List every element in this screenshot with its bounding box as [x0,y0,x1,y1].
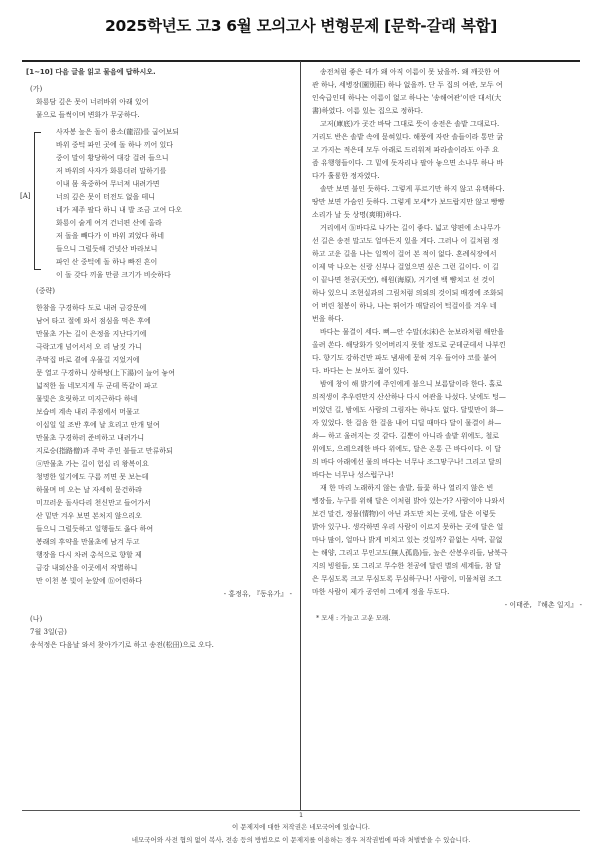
left-column [20,66,296,652]
essay-line: 위에도, 으레으레한 바다 위에도, 달은 온통 근 바다이다. 이 달 [312,445,501,453]
essay-line: 하고 고운 길을 나는 일찍이 걸어 본 적이 없다. 혼례식장에서 [312,250,497,258]
poem-line: 이내 몸 육중하여 무너져 내려가면 [56,180,160,188]
essay-line: 의 바다 아래에선 물의 바다는 너무나 조그맣구나! 그리고 달의 [312,458,502,466]
essay-paragraph [312,482,586,599]
poem-line: 저 바위의 사자가 화룡더러 말하기를 [56,167,167,175]
poem-line: 뭍으로 들썩이며 변화가 무궁하다. [36,111,140,119]
essay-line: 어 버린 철봉이 하나, 나는 뛰어가 매달리어 턱걸이를 겨우 네 [312,302,497,310]
essay-line: 비었던 길, 밤에도 사람의 그림자는 하나도 없다. 달빛만이 화— [312,406,504,414]
essay-line: 재 한 마리 노래하지 않는 솔밭, 들꽃 하나 열리지 않은 빈 [320,484,494,492]
poem-line: 화룡담 깊은 못이 너러바위 아래 있어 [36,98,149,106]
column-divider [300,61,301,810]
attribution-ga: - 홍정유, 『동유가』 - [223,590,292,598]
essay-line: 고저(庫底)가 곳간 바닥 그대로 뜻이 송전은 솔밭 그대로다. [320,120,500,128]
page-number: 1 [299,812,303,819]
essay-line: 밤에 창이 해 밝기에 주인에게 불으니 보름달이라 한다. 홀로 [320,380,503,388]
essay-line: 는 해양, 그리고 무인고도(無人孤島)들, 높은 산봉우리들, 남북극 [312,549,508,557]
footnote: * 모새 : 가늘고 고운 모래. [316,614,391,622]
poem-line: 들으니 그럴듯하고 일행들도 옳다 하여 [36,525,154,533]
poem-line: 지로승(指路僧)과 주막 주인 불들고 만류하되 [36,447,173,455]
bracket-A-mark [34,132,41,270]
essay-line: 올려 쏜다. 해당화가 잊어버리지 못할 정도로 군데군데서 나부낀 [312,341,506,349]
essay-line: 마한 사람이 제가 공연히 그에게 정을 두도다. [312,588,450,596]
poem-line: 너의 깊은 못이 터전도 없을 테니 [56,193,156,201]
poem-line: 파인 산 중턱에 돌 하나 빠진 흔이 [56,258,158,266]
poem-line: 극락고개 넘어서서 오 리 남짓 가니 [36,343,142,351]
essay-line: 땅만 보면 가슴인 듯하다. 그렇게 모새*가 보드랍지만 않고 빵빵 [312,198,505,206]
essay-line: 의적생이 추우련만지 산산하나 다시 여관을 나섰다. 낮에도 텅— [312,393,506,401]
essay-line: 바다는 너무나 성스럽구나! [312,471,394,479]
essay-line: 마나 많이, 얼마나 밝게 비치고 있는 것일까? 끝없는 사막, 끝없 [312,536,503,544]
poem-line: 중이 말이 황당하여 대강 걸려 들으니 [56,154,169,162]
poem-line: 미끄러운 돌사다리 천신만고 들어가서 [36,499,151,507]
essay-paragraph [312,183,586,222]
copyright-notice: 이 문제지에 대한 저작권은 네모국어에 있습니다. [232,823,370,831]
essay-line: 다. 바다는 는 보아도 젊어 있다. [312,367,409,375]
essay-line: 벵장들, 누구를 위해 달은 이처럼 밝아 있는가? 사람이야 나와서 [312,497,505,505]
poem-line: 청명한 일기에도 구름 끼면 못 보는데 [36,473,149,481]
poem-line: 들으니 그럴듯해 건넛산 바라보니 [56,245,158,253]
essay-paragraph [312,66,586,118]
diary-line: 송석정은 다음날 와서 찾아가기로 하고 송전(松田)으로 오다. [30,641,214,649]
right-column [312,66,586,625]
passage-na-label: (나) [30,615,43,623]
poem-line: 네가 제주 팔다 하니 내 발 조금 고여 다오 [56,206,182,214]
essay-line: 보건 말건, 정물(情物)이 아닌 과도만 치는 곳에, 달은 이렇듯 [312,510,496,518]
essay-line: 이 끝나면 천공(天空), 해원(海原), 거기엔 백 뺨치고 선 것이 [312,276,495,284]
essay-line: 은 무심도록 크고 무심도록 무심하구나! 사람이, 미물처럼 조그 [312,575,502,583]
poem-line: 남여 타고 절에 와서 점심을 먹은 후에 [36,317,151,325]
poem-line: ⓐ만물초 가는 길이 험십 리 왕복이요 [36,460,149,468]
essay-line: 인숙급인데 하나는 이름이 없고 하나는 '송해여관'이란 대서(大 [312,94,502,102]
essay-paragraph [312,222,586,326]
poem-line: 산 밑만 겨우 보면 본처지 않으리오 [36,512,142,520]
attribution-na: - 이태준, 『해촌 일지』 - [504,601,582,609]
essay-line: 솔만 보면 불인 듯하다. 그렇게 푸르기만 하지 않고 유택하다. [320,185,505,193]
poem-line: 만 이천 봉 빛이 눈앞에 ⓑ어련하다 [36,577,143,585]
poem-line: 보습비 계속 내리 주점에서 머물고 [36,408,140,416]
essay-line: 관 하나, 세병장(園別莊) 하나 없을까. 단 두 집의 여관, 모두 여 [312,81,503,89]
omission-mark: (중략) [36,287,55,295]
essay-paragraph [312,118,586,183]
copyright-warning: 네모국어와 사전 협의 없이 복사, 전송 등의 방법으로 이 문제지를 이용하는 경우 저작권법에 따라 처벌받을 수 있습니다. [131,836,471,844]
poem-line: 저 돌을 빼다가 이 바위 괴었다 하네 [56,232,165,240]
essay-line: 송전처럼 좋은 데가 왜 아직 이름이 못 났을까. 왜 깨끗한 여 [320,68,501,76]
essay-line: 고 가지는 적은데 모두 아래로 드리워져 파라솔이라도 아주 요 [312,146,499,154]
essay-line: 밝아 있구나. 생각하면 우리 사람이 이르지 못하는 곳에 달은 얼 [312,523,504,531]
poem-intro [26,96,296,122]
poem-line: 한참을 구경하다 도로 내려 금강문에 [36,304,147,312]
poem-line: 바위 중턱 파인 곳에 돌 하나 끼어 있다 [56,141,174,149]
poem-line: 하물며 비 오는 날 자세히 묻건하랴 [36,486,142,494]
essay-line: 이제 막 나오는 신랑 신부나 걸었으면 싶은 그런 길이다. 이 길 [312,263,499,271]
poem-line: 만물초 가는 길이 은정을 지난다기에 [36,330,147,338]
essay-line: 자 있었다. 한 걸음 한 걸음 내어 디딜 때마다 달이 물결이 솨— [312,419,502,427]
essay-line: 지의 빙원들, 또 그리고 무수한 천공에 달린 별의 세계들, 참 달 [312,562,501,570]
bracket-A-label: [A] [20,192,31,200]
passage-ga-label: (가) [30,85,43,93]
essay-line: 하나 있으니 조현실과의 그림처럼 의외의 것이되 배경에 조화되 [312,289,504,297]
poem-line: 넓적한 돌 네모지게 두 군데 똑같이 파고 [36,382,158,390]
essay-line: 바다는 물결이 세다. 뻐—안 수말(水沫)은 눈보라처럼 해안을 [320,328,505,336]
poem-line: 화룡이 숱게 여겨 건너편 산에 올라 [56,219,162,227]
question-instruction: [1~10] 다음 글을 읽고 물음에 답하시오. [26,68,156,76]
essay-paragraph [312,326,586,378]
essay-paragraph [312,378,586,482]
essay-line: 거리도 반은 솔밭 속에 묻혀있다. 해풍에 자란 솔들이라 통만 굵 [312,133,504,141]
essay-line: 즘 유행형들이다. 그 밑에 돗자리나 팔아 놓으면 소나무 하나 바 [312,159,504,167]
poem-line: 문 열고 구경하니 상하탕(上下湯)이 늘어 놓여 [36,369,176,377]
essay-line: 소리가 날 듯 상명(爽明)하다. [312,211,402,219]
poem-line: 이 돌 갖다 끼울 만큼 크기가 비슷하다 [56,271,171,279]
page-title: 2025학년도 고3 6월 모의고사 변형문제 [문학-갈래 복합] [105,17,497,35]
essay-line: 거리에서 ⓑ바다로 나가는 길이 좋다. 넓고 양편에 소나무가 [320,224,501,232]
title-divider [22,60,580,62]
essay-line: 선 길은 송전 말고도 얼마든지 있을 게다. 그러나 이 길처럼 정 [312,237,499,245]
essay-line: 다. 향기도 강하건만 파도 냄새에 묻혀 겨우 들어야 코를 붙여 [312,354,497,362]
poem-line: 물빛은 흐릿하고 미지근하다 하네 [36,395,138,403]
poem-bracket-A [20,126,296,282]
poem-line: 사자봉 높은 돌이 용소(龍沼)를 굽어보되 [56,128,180,136]
essay-line: 번을 하다. [312,315,344,323]
poem-line: 금강 내외산을 이곳에서 작별하니 [36,564,138,572]
poem-line: 이십일 일 조반 후에 날 흐리고 안개 덮여 [36,421,160,429]
essay-line: 書)하였다. 이름 있는 집으로 정하다. [312,107,423,115]
poem-line: 행장을 다시 차려 총석으로 향할 제 [36,551,142,559]
poem-line: 주막집 바로 곁에 우물길 지었거에 [36,356,140,364]
poem-line: 봉래의 후약을 만물초에 남겨 두고 [36,538,140,546]
poem-line: 만물초 구경하러 준비하고 내려가니 [36,434,145,442]
essay-line: 솨— 하고 울려지는 것 같다. 길뿐이 아니라 솔밭 위에도, 철로 [312,432,500,440]
poem-body [36,302,296,588]
essay-line: 다가 훌륭한 정자였다. [312,172,380,180]
bottom-divider [22,810,580,811]
diary-date: 7월 3일(금) [30,628,67,636]
